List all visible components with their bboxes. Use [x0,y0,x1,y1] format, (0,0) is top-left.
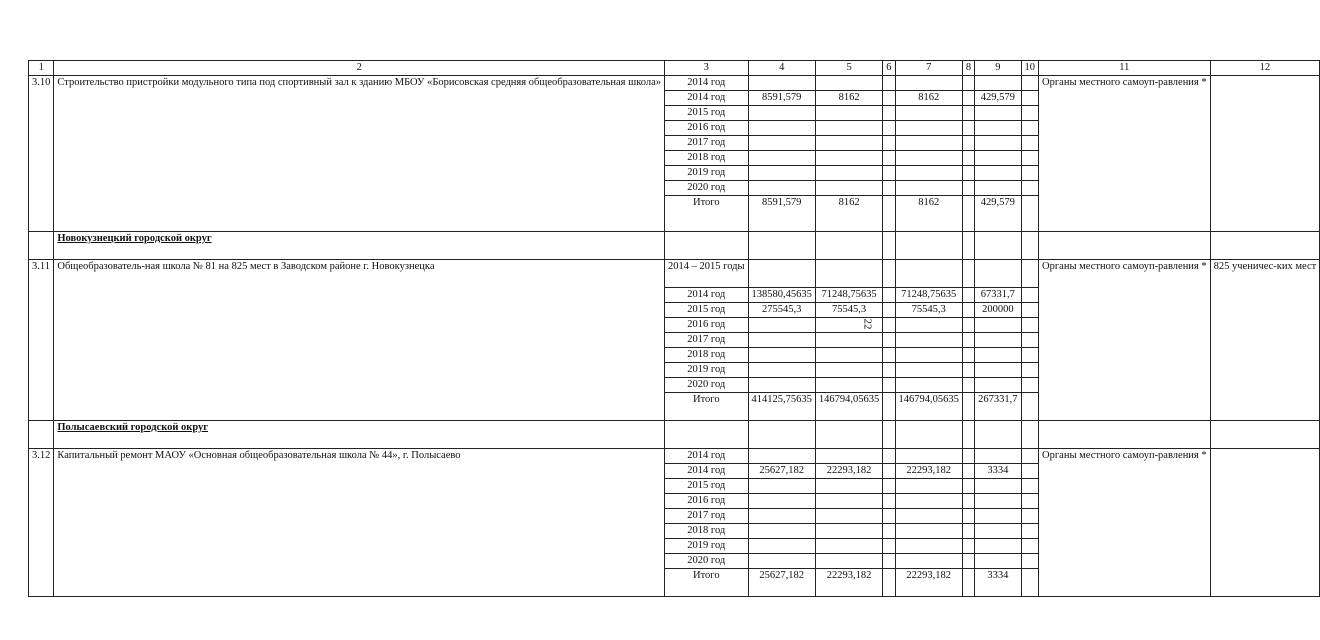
value-cell [1021,121,1039,136]
empty-cell [665,232,749,260]
period-cell: 2019 год [665,166,749,181]
value-cell: 75545,3 [815,303,882,318]
total-value: 146794,05635 [895,393,962,421]
value-cell [748,378,815,393]
value-cell [895,76,962,91]
value-cell: 3334 [975,464,1021,479]
value-cell [1021,348,1039,363]
empty-cell [962,421,974,449]
empty-cell [895,421,962,449]
value-cell [748,363,815,378]
value-cell [895,509,962,524]
table-row [29,449,1320,464]
value-cell [883,121,895,136]
period-cell: 2015 год [665,303,749,318]
value-cell: 275545,3 [748,303,815,318]
value-cell [748,449,815,464]
value-cell [962,181,974,196]
value-cell [895,524,962,539]
value-cell [748,260,815,288]
value-cell [815,151,882,166]
executor-cell: Органы местного самоуп-равления * [1039,449,1211,597]
empty-cell [748,232,815,260]
value-cell [883,524,895,539]
value-cell [1021,479,1039,494]
value-cell [748,76,815,91]
period-cell: 2015 год [665,479,749,494]
value-cell [962,363,974,378]
value-cell: 25627,182 [748,464,815,479]
value-cell [975,333,1021,348]
period-cell: 2017 год [665,136,749,151]
item-number: 3.12 [29,449,54,597]
total-value: 8591,579 [748,196,815,232]
executor-cell: Органы местного самоуп-равления * [1039,260,1211,421]
table-row [29,260,1320,288]
value-cell [1021,363,1039,378]
value-cell [815,509,882,524]
value-cell [883,363,895,378]
header-cell: 7 [895,61,962,76]
value-cell [975,260,1021,288]
value-cell [962,106,974,121]
value-cell [962,318,974,333]
value-cell [883,136,895,151]
empty-cell [815,232,882,260]
period-cell: 2014 год [665,76,749,91]
value-cell [748,524,815,539]
value-cell [748,494,815,509]
value-cell [895,151,962,166]
value-cell [815,121,882,136]
period-cell: 2014 год [665,449,749,464]
value-cell [1021,318,1039,333]
value-cell [962,539,974,554]
empty-cell [665,421,749,449]
value-cell [748,554,815,569]
value-cell [962,91,974,106]
period-cell: 2020 год [665,181,749,196]
value-cell: 8162 [815,91,882,106]
value-cell [1021,539,1039,554]
header-row [29,61,1320,76]
period-cell: 2016 год [665,121,749,136]
period-cell: 2017 год [665,333,749,348]
value-cell [883,378,895,393]
value-cell [895,260,962,288]
value-cell [895,166,962,181]
value-cell [883,303,895,318]
header-cell: 3 [665,61,749,76]
total-value [962,569,974,597]
value-cell [975,181,1021,196]
value-cell [975,378,1021,393]
value-cell [883,260,895,288]
empty-cell [975,232,1021,260]
value-cell [962,524,974,539]
value-cell [815,539,882,554]
value-cell [895,554,962,569]
value-cell: 22293,182 [815,464,882,479]
table-row [29,76,1320,91]
total-value: 429,579 [975,196,1021,232]
value-cell [883,509,895,524]
value-cell: 138580,45635 [748,288,815,303]
empty-cell [748,421,815,449]
value-cell [815,554,882,569]
value-cell [975,151,1021,166]
value-cell [962,121,974,136]
value-cell [883,494,895,509]
value-cell [815,136,882,151]
value-cell [975,318,1021,333]
value-cell [895,333,962,348]
value-cell [748,151,815,166]
total-value: 22293,182 [895,569,962,597]
value-cell [748,318,815,333]
total-value: 3334 [975,569,1021,597]
total-value [1021,569,1039,597]
value-cell [815,76,882,91]
value-cell: 8162 [895,91,962,106]
value-cell [975,494,1021,509]
value-cell [895,494,962,509]
empty-cell [1039,232,1211,260]
value-cell [1021,464,1039,479]
empty-cell [895,232,962,260]
total-value [883,196,895,232]
value-cell [748,348,815,363]
total-value: 8162 [815,196,882,232]
period-cell: 2017 год [665,509,749,524]
value-cell [962,509,974,524]
value-cell [962,333,974,348]
value-cell [1021,494,1039,509]
value-cell [748,181,815,196]
header-cell: 11 [1039,61,1211,76]
value-cell [883,91,895,106]
item-name: Капитальный ремонт МАОУ «Основная общеобразовательная школа № 44», г. Полысаево [54,449,665,597]
value-cell [748,479,815,494]
value-cell [883,333,895,348]
value-cell [883,464,895,479]
value-cell [883,106,895,121]
empty-cell [975,421,1021,449]
value-cell [1021,181,1039,196]
value-cell [815,494,882,509]
group-row [29,232,1320,260]
empty-cell [1210,421,1320,449]
value-cell [815,166,882,181]
value-cell [975,479,1021,494]
period-cell: 2014 год [665,288,749,303]
header-cell: 2 [54,61,665,76]
value-cell [975,449,1021,464]
value-cell [975,524,1021,539]
value-cell [748,106,815,121]
value-cell [1021,288,1039,303]
total-value: 8162 [895,196,962,232]
value-cell [748,136,815,151]
value-cell [883,554,895,569]
value-cell [1021,333,1039,348]
group-row [29,421,1320,449]
value-cell [1021,136,1039,151]
period-cell: 2014 год [665,91,749,106]
total-label: Итого [665,196,749,232]
value-cell [815,363,882,378]
value-cell [815,106,882,121]
total-value: 267331,7 [975,393,1021,421]
header-cell: 9 [975,61,1021,76]
item-name: Общеобразователь-ная школа № 81 на 825 мест в Заводском районе г. Новокузнецка [54,260,665,421]
value-cell [748,539,815,554]
value-cell [975,136,1021,151]
table-body [29,61,1320,597]
value-cell [895,479,962,494]
value-cell [883,166,895,181]
result-cell [1210,76,1320,232]
period-cell: 2020 год [665,554,749,569]
item-name: Строительство пристройки модульного типа под спортивный зал к зданию МБОУ «Борисовская средняя общеобразовательная школа» [54,76,665,232]
value-cell [962,151,974,166]
period-cell: 2018 год [665,151,749,166]
value-cell [1021,151,1039,166]
value-cell: 71248,75635 [895,288,962,303]
total-label: Итого [665,393,749,421]
value-cell [815,378,882,393]
page-number: 22 [861,318,874,330]
value-cell [962,166,974,181]
value-cell: 8591,579 [748,91,815,106]
value-cell: 200000 [975,303,1021,318]
value-cell [895,106,962,121]
value-cell [815,479,882,494]
value-cell [883,151,895,166]
value-cell [975,76,1021,91]
value-cell [962,288,974,303]
total-value [1021,393,1039,421]
period-cell: 2020 год [665,378,749,393]
value-cell [1021,91,1039,106]
value-cell [962,449,974,464]
item-number: 3.10 [29,76,54,232]
value-cell [1021,106,1039,121]
value-cell [962,479,974,494]
program-table [28,60,1320,597]
period-cell: 2018 год [665,524,749,539]
value-cell [815,181,882,196]
value-cell [1021,166,1039,181]
value-cell [883,288,895,303]
value-cell [895,318,962,333]
value-cell [883,76,895,91]
executor-cell: Органы местного самоуп-равления * [1039,76,1211,232]
header-cell: 4 [748,61,815,76]
value-cell [895,136,962,151]
total-value [962,196,974,232]
total-value [883,393,895,421]
value-cell: 22293,182 [895,464,962,479]
value-cell [1021,378,1039,393]
empty-cell [1210,232,1320,260]
value-cell [895,539,962,554]
value-cell [962,303,974,318]
total-value [1021,196,1039,232]
value-cell [883,348,895,363]
total-value: 22293,182 [815,569,882,597]
value-cell [883,181,895,196]
value-cell [895,363,962,378]
period-cell: 2014 – 2015 годы [665,260,749,288]
empty-cell [1021,232,1039,260]
value-cell [975,121,1021,136]
value-cell [962,464,974,479]
group-title: Полысаевский городской округ [54,421,665,449]
value-cell [975,106,1021,121]
value-cell [895,378,962,393]
header-cell: 1 [29,61,54,76]
value-cell [748,121,815,136]
value-cell [975,554,1021,569]
value-cell [883,479,895,494]
item-number: 3.11 [29,260,54,421]
total-value [883,569,895,597]
value-cell [975,166,1021,181]
value-cell [748,509,815,524]
value-cell [748,166,815,181]
value-cell [962,378,974,393]
empty-cell [29,232,54,260]
value-cell [1021,303,1039,318]
period-cell: 2019 год [665,363,749,378]
value-cell: 75545,3 [895,303,962,318]
header-cell: 10 [1021,61,1039,76]
value-cell [962,554,974,569]
total-value: 414125,75635 [748,393,815,421]
empty-cell [1039,421,1211,449]
value-cell [962,348,974,363]
result-cell [1210,449,1320,597]
period-cell: 2016 год [665,318,749,333]
value-cell [1021,76,1039,91]
value-cell [883,318,895,333]
value-cell [815,449,882,464]
empty-cell [815,421,882,449]
value-cell [975,509,1021,524]
header-cell: 5 [815,61,882,76]
value-cell [962,76,974,91]
empty-cell [962,232,974,260]
value-cell: 71248,75635 [815,288,882,303]
total-value [962,393,974,421]
value-cell [1021,554,1039,569]
header-cell: 12 [1210,61,1320,76]
value-cell [895,121,962,136]
period-cell: 2018 год [665,348,749,363]
value-cell [895,181,962,196]
value-cell [1021,260,1039,288]
empty-cell [1021,421,1039,449]
value-cell [815,260,882,288]
value-cell [815,348,882,363]
total-label: Итого [665,569,749,597]
value-cell [962,494,974,509]
value-cell [1021,449,1039,464]
empty-cell [883,421,895,449]
value-cell [895,449,962,464]
value-cell [975,363,1021,378]
period-cell: 2019 год [665,539,749,554]
total-value: 146794,05635 [815,393,882,421]
result-cell: 825 ученичес-ких мест [1210,260,1320,421]
value-cell [975,539,1021,554]
value-cell: 429,579 [975,91,1021,106]
value-cell: 67331,7 [975,288,1021,303]
period-cell: 2014 год [665,464,749,479]
empty-cell [29,421,54,449]
value-cell [815,524,882,539]
period-cell: 2016 год [665,494,749,509]
header-cell: 8 [962,61,974,76]
group-title: Новокузнецкий городской округ [54,232,665,260]
value-cell [748,333,815,348]
value-cell [962,136,974,151]
value-cell [1021,524,1039,539]
period-cell: 2015 год [665,106,749,121]
value-cell [962,260,974,288]
value-cell [883,539,895,554]
value-cell [815,333,882,348]
value-cell [895,348,962,363]
empty-cell [883,232,895,260]
value-cell [975,348,1021,363]
value-cell [1021,509,1039,524]
total-value: 25627,182 [748,569,815,597]
header-cell: 6 [883,61,895,76]
value-cell [883,449,895,464]
